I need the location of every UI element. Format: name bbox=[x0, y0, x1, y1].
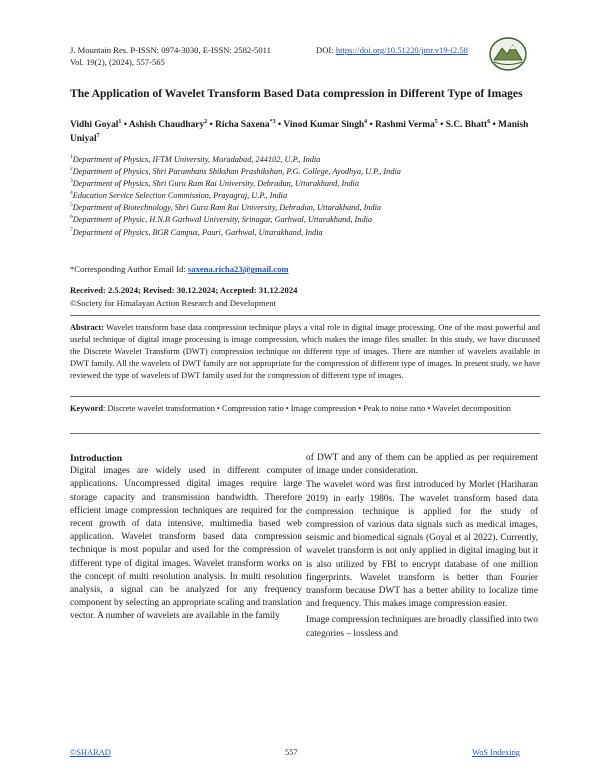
corresponding-label: *Corresponding Author Email Id: bbox=[70, 264, 188, 274]
corresponding-email-link[interactable]: saxena.richa23@gmail.com bbox=[187, 264, 289, 274]
affiliation-text: Education Service Selection Commission, Prayagraj, U.P., India bbox=[72, 191, 288, 201]
author-name: Rashmi Verma bbox=[375, 120, 435, 130]
keywords-block bbox=[70, 403, 540, 415]
abstract-label: Abstract: bbox=[70, 323, 104, 332]
doi-link[interactable]: https://doi.org/10.51220/jmr.v19-i2.58 bbox=[335, 45, 468, 55]
submission-dates: Received: 2.5.2024; Revised: 30.12.2024; Accepted: 31.12.2024 bbox=[70, 285, 298, 295]
affiliation-number: 2 bbox=[70, 166, 73, 173]
affiliation-item bbox=[70, 227, 540, 239]
affiliation-item bbox=[70, 190, 540, 202]
copyright-line: ©Society for Himalayan Action Research and Development bbox=[70, 298, 277, 308]
author-name: S.C. Bhatt bbox=[445, 120, 488, 130]
introduction-paragraph-1: Digital images are widely used in different computer applications. Uncompressed digital images require large storage capacity and transmission bandwidth. Therefore efficient image compression techniques are required for the recent growth of data intensive, multimedia based web application. Wavelet transform based data compression technique is most popular and used for the compression of different type of digital images. Wavelet transform works on the concept of multi resolution analysis. In multi resolution analysis, a signal can be analyzed for any frequency component by selecting an appropriate scaling and translation vector. A number of wavelets are available in the family bbox=[70, 466, 302, 622]
journal-header-left bbox=[70, 44, 271, 68]
affiliation-number: 3 bbox=[70, 178, 73, 185]
author-affiliation-mark: *3 bbox=[269, 118, 276, 125]
right-paragraph-3: Image compression techniques are broadly classified into two categories – lossless and bbox=[306, 615, 538, 639]
author-item bbox=[70, 120, 121, 130]
doi-label: DOI: bbox=[316, 45, 336, 55]
affiliation-text: Department of Physics, Shri Paramhans Shikshan Prashikshan, P.G. College, Ayodhya, U.P., India bbox=[72, 167, 401, 177]
affiliation-text: Department of Physic, H.N.B Garhwal University, Srinagar, Garhwal, Uttarakhand, India bbox=[72, 215, 373, 225]
footer-wos-link[interactable]: WoS Indexing bbox=[472, 748, 520, 757]
affiliation-item bbox=[70, 178, 540, 190]
affiliation-item bbox=[70, 214, 540, 226]
author-separator: • bbox=[440, 120, 444, 130]
affiliation-text: Department of Biotechnology, Shri Guru Ram Rai University, Dehradun, Uttarakhand, India bbox=[72, 203, 382, 213]
author-name: Ashish Chaudhary bbox=[128, 120, 205, 130]
affiliation-text: Department of Physics, BGR Campus, Pauri, Garhwal, Uttarakhand, India bbox=[72, 227, 323, 237]
author-item bbox=[446, 120, 490, 130]
author-separator: • bbox=[369, 120, 373, 130]
paper-title: The Application of Wavelet Transform Based Data compression in Different Type of Images bbox=[70, 87, 523, 100]
author-item bbox=[375, 120, 438, 130]
keywords-top-rule bbox=[70, 396, 540, 397]
abstract-top-rule bbox=[70, 315, 540, 316]
affiliation-item bbox=[70, 202, 540, 214]
author-name: Richa Saxena bbox=[215, 120, 270, 130]
author-name: Vinod Kumar Singh bbox=[283, 120, 365, 130]
author-separator: • bbox=[123, 120, 128, 130]
author-item bbox=[129, 120, 207, 130]
author-separator: • bbox=[492, 120, 496, 130]
journal-issn-line: J. Mountain Res. P-ISSN: 0974-3030, E-ISSN: 2582-5011 bbox=[70, 45, 271, 55]
author-list bbox=[70, 118, 540, 146]
right-column bbox=[306, 452, 538, 641]
introduction-heading: Introduction bbox=[70, 453, 123, 464]
keywords-bottom-rule bbox=[70, 433, 540, 434]
keywords-text: : Discrete wavelet transformation • Compression ratio • Image compression • Peak to noise ratio • Wavelet decomposition bbox=[103, 404, 511, 413]
author-item bbox=[215, 120, 275, 130]
affiliation-number: 1 bbox=[70, 154, 73, 161]
affiliation-text: Department of Physics, IFTM University, Moradabad, 244102, U.P., India bbox=[72, 155, 321, 164]
page-number: 557 bbox=[285, 748, 298, 757]
author-affiliation-mark: 5 bbox=[434, 118, 438, 125]
author-name: Vidhi Goyal bbox=[70, 120, 119, 130]
right-paragraph-1: of DWT and any of them can be applied as per requirement of image under consideration. bbox=[306, 453, 538, 477]
footer-sharad-link[interactable]: ©SHARAD bbox=[70, 748, 111, 757]
affiliation-number: 5 bbox=[70, 202, 73, 209]
abstract-block bbox=[70, 322, 540, 382]
keywords-label: Keyword bbox=[70, 404, 104, 413]
affiliation-item bbox=[70, 154, 540, 166]
doi-line bbox=[316, 44, 468, 56]
affiliation-number: 4 bbox=[70, 190, 73, 197]
affiliation-list bbox=[70, 154, 540, 239]
author-item bbox=[283, 120, 367, 130]
left-column bbox=[70, 452, 302, 624]
author-affiliation-mark: 4 bbox=[364, 118, 368, 125]
right-paragraph-2: The wavelet word was first introduced by Morlet (Hariharan 2019) in early 1980s. The wavelet transform based data compression technique is applied for the study of compression of various data signals such as medical images, seismic and biomedical signals (Goyal et al 2022). Currently, wavelet transform is not only applied in digital imaging but it is also utilized by FBI to encrypt database of one million fingerprints. Wavelet transform is better than Fourier transform because DWT has a better ability to localize time and frequency. This makes image compression easier. bbox=[306, 480, 538, 610]
affiliation-item bbox=[70, 166, 540, 178]
author-affiliation-mark: 7 bbox=[96, 132, 100, 139]
author-name: Manish Uniyal bbox=[70, 120, 529, 144]
author-separator: • bbox=[277, 120, 282, 130]
author-affiliation-mark: 6 bbox=[487, 118, 491, 125]
affiliation-number: 7 bbox=[70, 226, 73, 233]
journal-logo-emblem bbox=[488, 36, 528, 72]
affiliation-number: 6 bbox=[70, 214, 73, 221]
author-affiliation-mark: 1 bbox=[118, 118, 122, 125]
author-separator: • bbox=[209, 120, 213, 130]
affiliation-text: Department of Physics, Shri Guru Ram Rai University, Dehradun, Uttarakhand, India bbox=[72, 179, 359, 189]
author-affiliation-mark: 2 bbox=[204, 118, 208, 125]
corresponding-author bbox=[70, 264, 289, 274]
abstract-text: Wavelet transform base data compression technique plays a vital role in digital image processing. One of the most powerful and useful technique of digital image processing is image compression, which makes the image files smaller. In this study, we have discussed the Discrete Wavelet Transform (DWT) compression technique on different type of images. There are number of wavelets available in DWT family. All the wavelets of DWT family are not appropriate for the compression of different type of images. In present study, we have reviewed the type of wavelets of DWT family used for the compression of different type of images. bbox=[70, 323, 540, 380]
journal-volume-line: Vol. 19(2), (2024), 557-565 bbox=[70, 57, 165, 67]
